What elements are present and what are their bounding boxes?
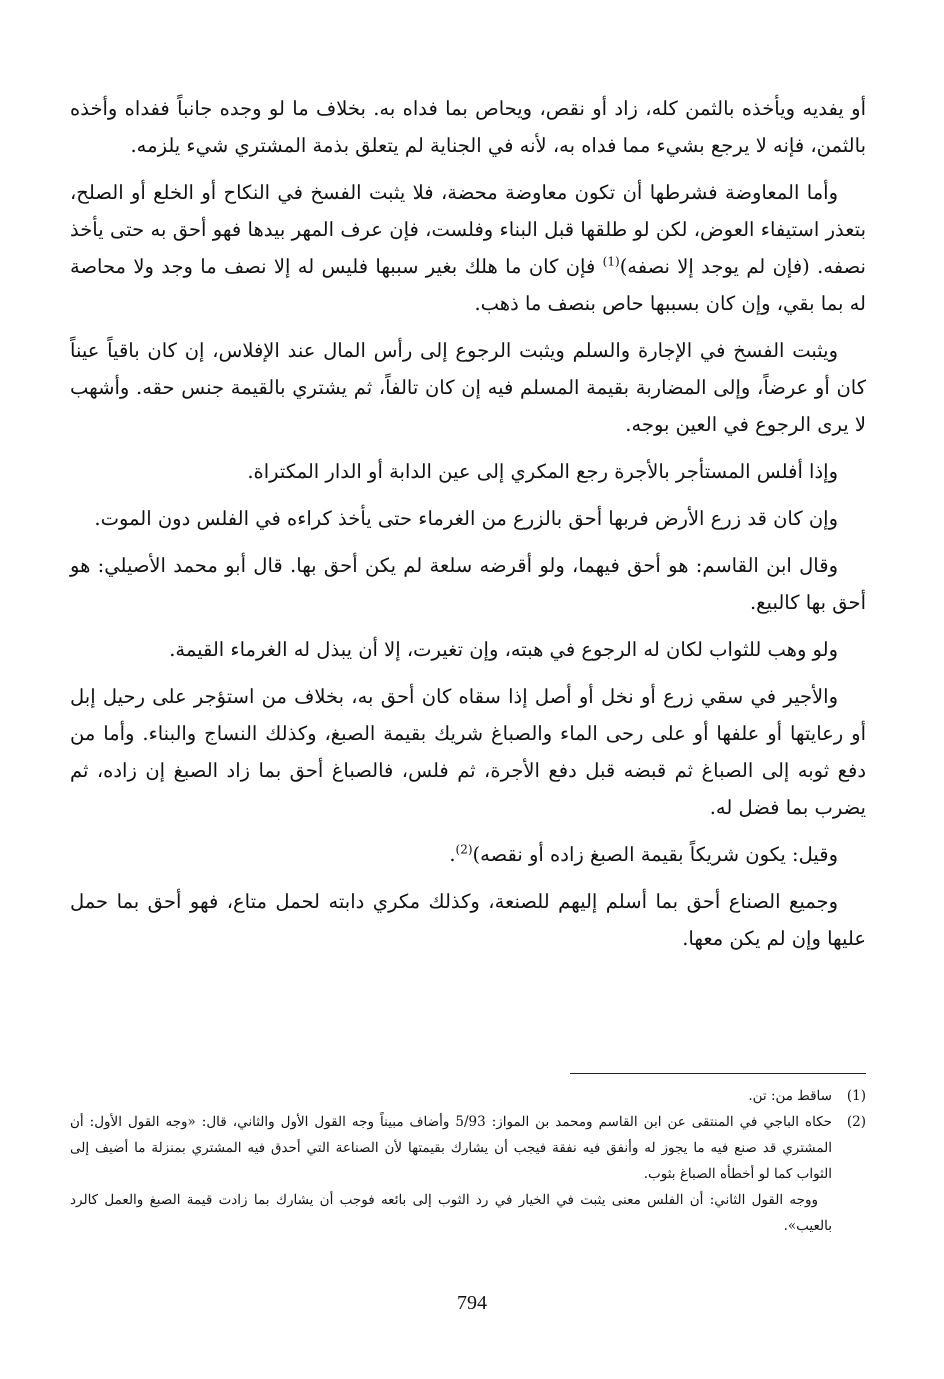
paragraph-10: وجميع الصناع أحق بما أسلم إليهم للصنعة، وكذلك مكري دابته لحمل متاع، فهو أحق بما حمل عليها وإن لم يكن معها. <box>70 890 866 950</box>
page-number: 794 <box>457 1292 487 1314</box>
footnote-2 <box>70 1109 866 1239</box>
main-text <box>70 90 866 967</box>
paragraph-1: أو يفديه ويأخذه بالثمن كله، زاد أو نقص، ويحاص بما فداه به. بخلاف ما لو وجده جانباً ففداه وأخذه بالثمن، فإنه لا يرجع بشيء مما فداه به، لأنه في الجناية لم يتعلق بذمة المشتري شيء يلزمه. <box>70 97 866 157</box>
footnote-body <box>70 1109 832 1239</box>
paragraph-2-text: وأما المعاوضة فشرطها أن تكون معاوضة محضة، فلا يثبت الفسخ في النكاح أو الخلع أو الصلح، بتعذر استيفاء العوض، لكن لو طلقها قبل البناء وفلست، فإن عرف المهر بيدها فهو أحق به حتى يأخذ نصفه. (فإن لم يوجد إلا نصفه) <box>70 181 866 278</box>
paragraph-2 <box>70 174 866 322</box>
paragraph-3: ويثبت الفسخ في الإجارة والسلم ويثبت الرجوع إلى رأس المال عند الإفلاس، إن كان باقياً عيناً كان أو عرضاً، وإلى المضاربة بقيمة المسلم فيه إن كان تالفاً، ثم يشتري بالقيمة جنس حقه. وأشهب لا يرى الرجوع في العين بوجه. <box>70 339 866 436</box>
paragraph-2-text-after: فإن كان ما هلك بغير سببها فليس له إلا نصف ما وجد ولا محاصة له بما بقي، وإن كان بسببها حاص بنصف ما ذهب. <box>70 255 866 315</box>
footnote-body <box>70 1083 832 1109</box>
paragraph-8: والأجير في سقي زرع أو نخل أو أصل إذا سقاه كان أحق به، بخلاف من استؤجر على رحيل إبل أو رعايتها أو علفها أو على رحى الماء والصباغ شريك بقيمة الصبغ، وكذلك النساج والبناء. وأما من دفع ثوبه إلى الصباغ ثم قبضه قبل دفع الأجرة، ثم فلس، فالصباغ أحق بما زاد الصبغ إن زاده، ثم يضرب بما فضل له. <box>70 685 866 819</box>
footnote-line: حكاه الباجي في المنتقى عن ابن القاسم ومحمد بن المواز: 5/93 وأضاف مبيناً وجه القول الأول والثاني، قال: «وجه القول الأول: أن المشتري قد صنع فيه ما يجوز له وأنفق فيه نفقة فيجب أن يشارك بقيمتها لأن الصناعة التي أحدق فيه المشتري بمنزلة ما أضيف إلى الثواب كما لو أخطأه الصباغ بثوب. <box>70 1114 832 1182</box>
footnote-ref-2[interactable]: (2) <box>455 842 473 857</box>
footnote-ref-1[interactable]: (1) <box>602 254 620 269</box>
footnote-number: (2) <box>846 1114 866 1130</box>
footnote-line: ووجه القول الثاني: أن الفلس معنى يثبت في الخيار في رد الثوب إلى بائعه فوجب أن يشارك بما زادت قيمة الصبغ والعمل كالرد بالعيب». <box>70 1192 832 1234</box>
footnote-number: (1) <box>846 1088 866 1104</box>
footnote-line: ساقط من: تن. <box>748 1088 832 1104</box>
paragraph-7: ولو وهب للثواب لكان له الرجوع في هبته، وإن تغيرت، إلا أن يبذل له الغرماء القيمة. <box>169 638 838 661</box>
footnote-separator <box>570 1073 866 1074</box>
paragraph-9-text-after: . <box>449 843 456 866</box>
paragraph-6: وقال ابن القاسم: هو أحق فيهما، ولو أقرضه سلعة لم يكن أحق بها. قال أبو محمد الأصيلي: هو أحق بها كالبيع. <box>70 554 866 614</box>
paragraph-4: وإذا أفلس المستأجر بالأجرة رجع المكري إلى عين الدابة أو الدار المكتراة. <box>247 460 838 483</box>
paragraph-9 <box>70 836 866 873</box>
paragraph-9-text: وقيل: يكون شريكاً بقيمة الصبغ زاده أو نقصه) <box>472 843 838 866</box>
footnotes <box>70 1083 866 1239</box>
footnote-1 <box>70 1083 866 1109</box>
paragraph-5: وإن كان قد زرع الأرض فربها أحق بالزرع من الغرماء حتى يأخذ كراءه في الفلس دون الموت. <box>94 507 838 530</box>
